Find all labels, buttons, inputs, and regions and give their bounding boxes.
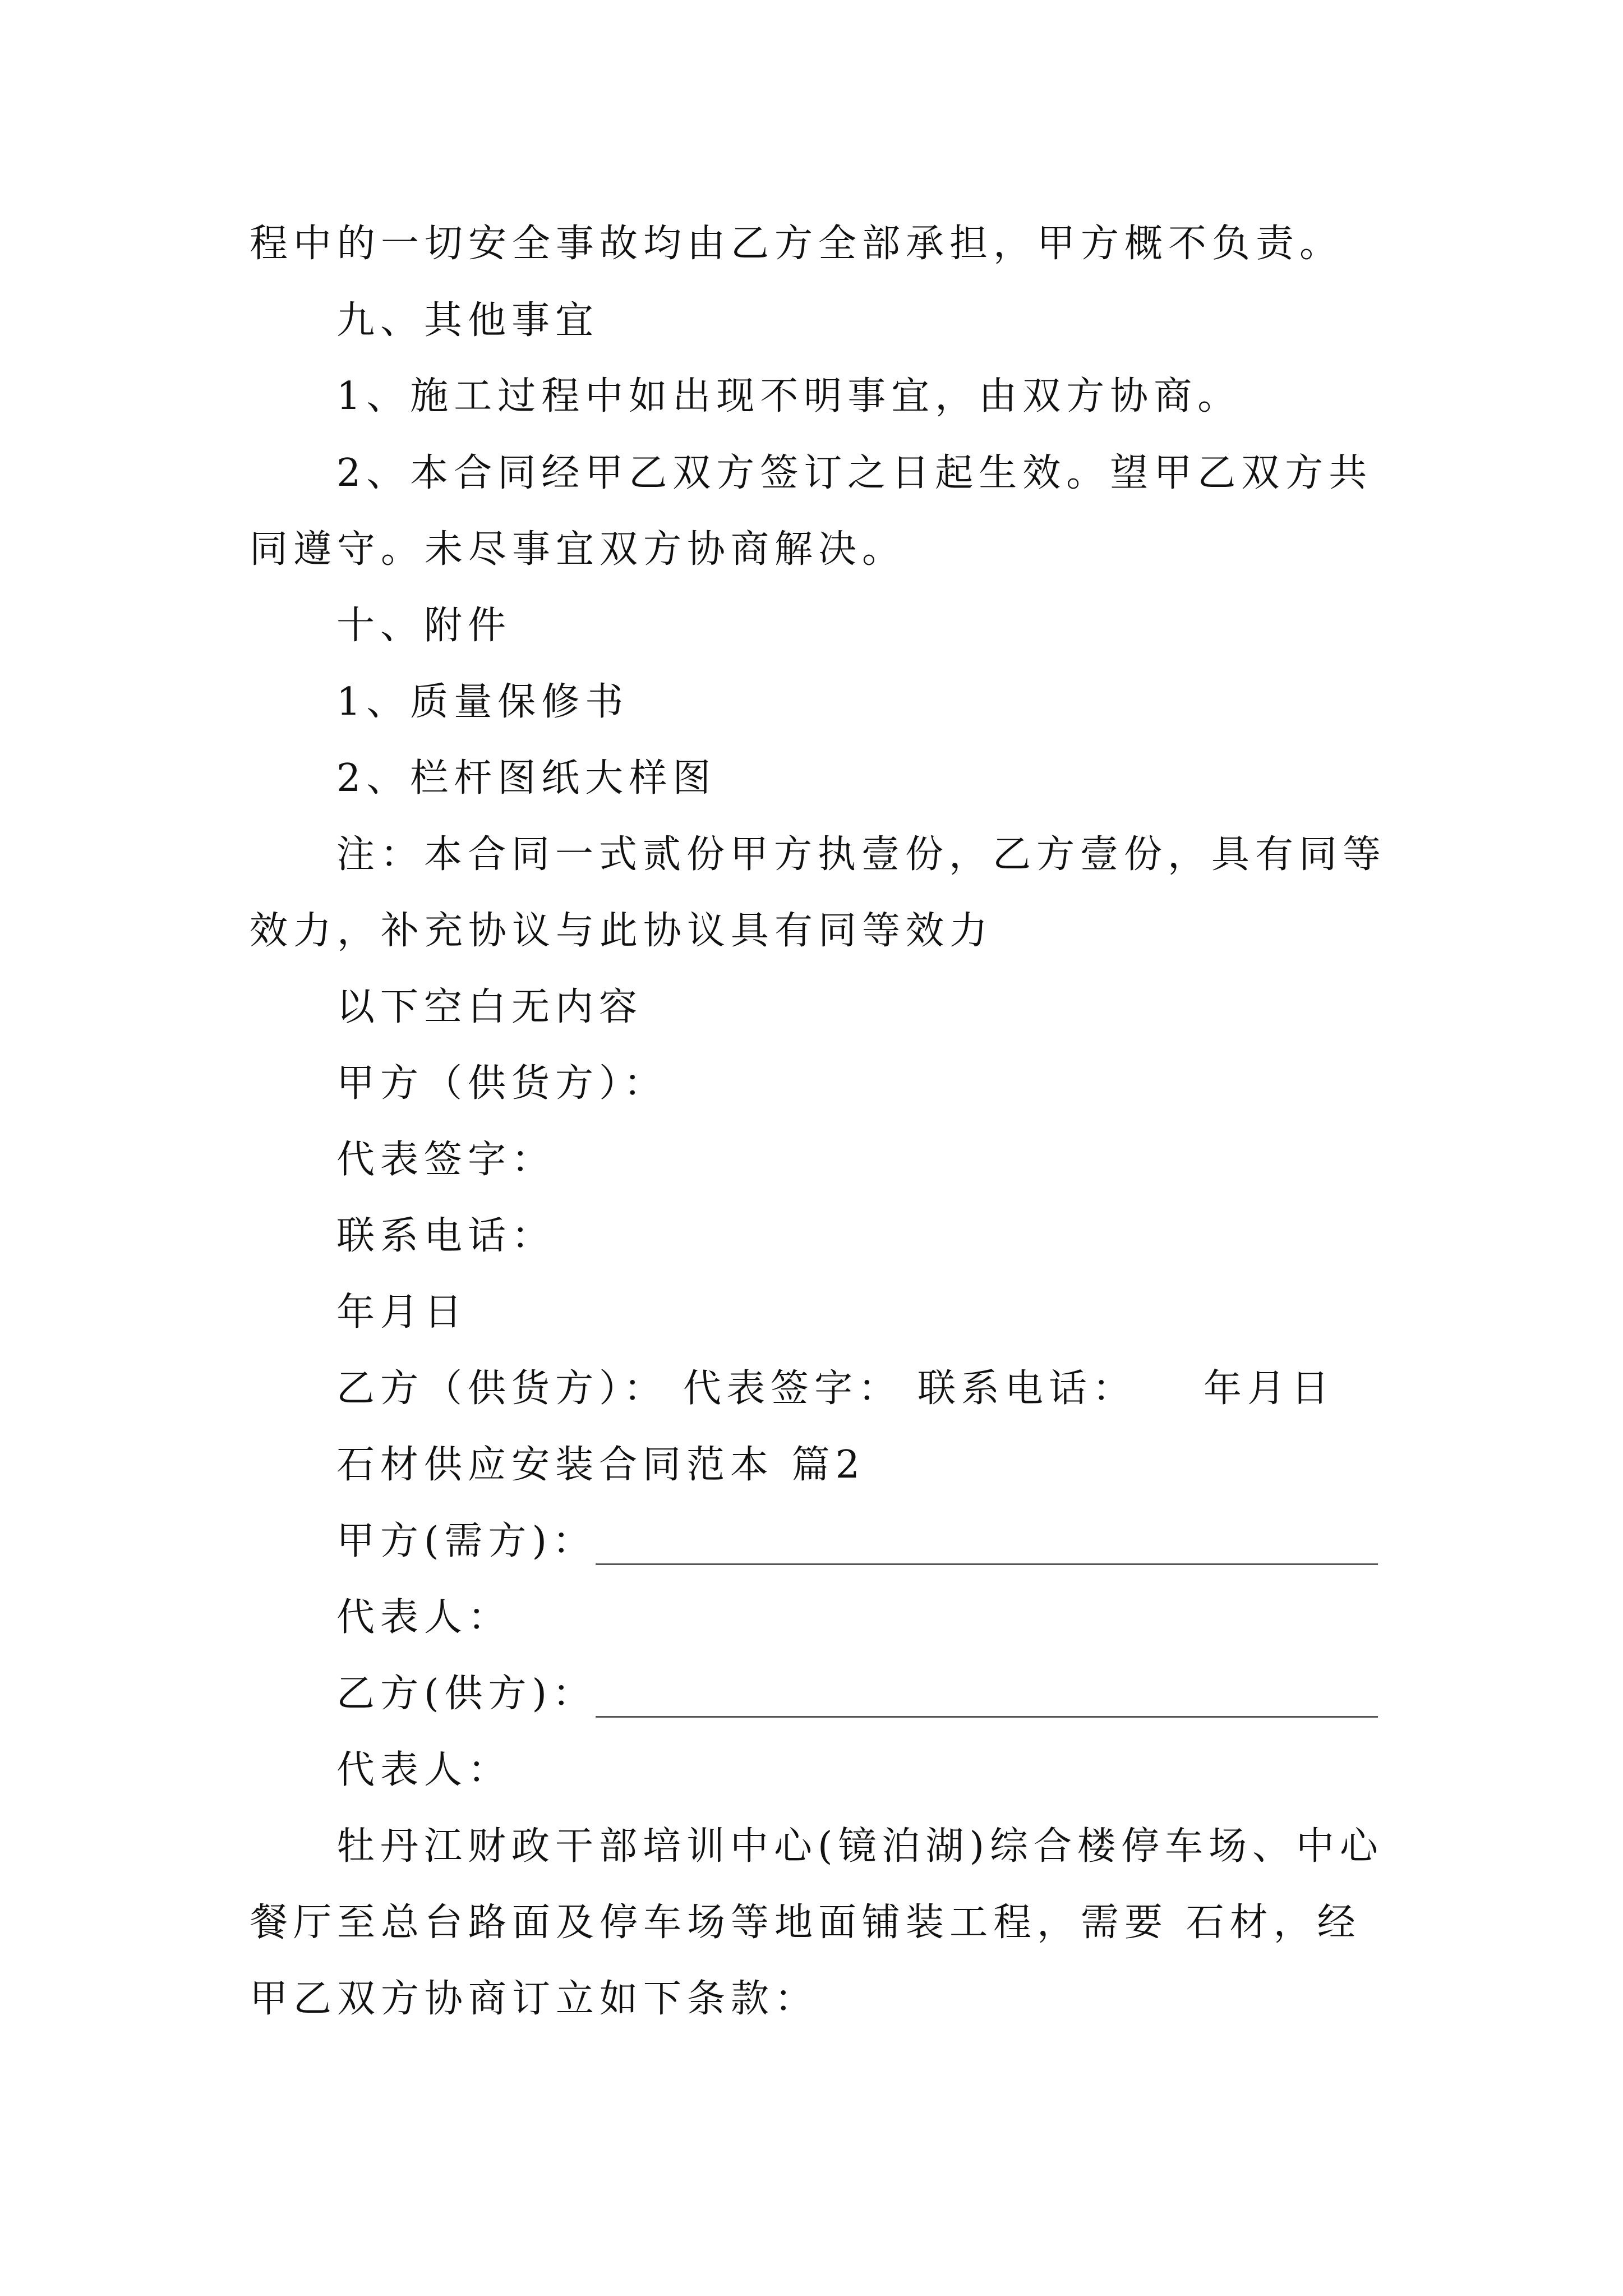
body-paragraph-line-1: 牡丹江财政干部培训中心(镜泊湖)综合楼停车场、中心	[336, 1824, 1384, 1869]
party-b-supplier-label-2: 乙方(供方)：	[336, 1672, 597, 1716]
attachment-1: 1、质量保修书	[336, 680, 629, 724]
section-heading-9: 九、其他事宜	[336, 298, 600, 343]
party-a-representative-label: 代表人：	[336, 1595, 512, 1640]
blank-content-note: 以下空白无内容	[336, 985, 643, 1029]
party-b-signature-row	[336, 1364, 1335, 1414]
party-a-buyer-label: 甲方(需方)：	[336, 1519, 597, 1563]
section-heading-10: 十、附件	[336, 604, 512, 648]
party-a-blank-line	[596, 1563, 1378, 1565]
party-b-phone-label: 联系电话：	[917, 1366, 1137, 1411]
party-b-date-label: 年月日	[1204, 1366, 1335, 1411]
paragraph-line-continuation: 程中的一切安全事故均由乙方全部承担，甲方概不负责。	[250, 222, 1344, 266]
clause-9-2-line-2: 同遵守。未尽事宜双方协商解决。	[250, 527, 906, 572]
contact-phone-label: 联系电话：	[336, 1214, 556, 1258]
body-paragraph-line-2: 餐厅至总台路面及停车场等地面铺装工程，需要 石材，经	[250, 1901, 1361, 1945]
party-b-representative-label: 代表人：	[336, 1748, 512, 1792]
party-b-sign-label: 代表签字：	[683, 1366, 902, 1411]
attachment-2: 2、栏杆图纸大样图	[336, 756, 717, 800]
contract-title-part-2: 石材供应安装合同范本 篇2	[336, 1443, 865, 1487]
clause-9-2-line-1: 2、本合同经甲乙双方签订之日起生效。望甲乙双方共	[336, 451, 1373, 495]
body-paragraph-line-3: 甲乙双方协商订立如下条款：	[250, 1977, 819, 2021]
party-a-supplier-label: 甲方（供货方）：	[336, 1061, 668, 1106]
note-line-2: 效力，补充协议与此协议具有同等效力	[250, 909, 994, 953]
clause-9-1: 1、施工过程中如出现不明事宜，由双方协商。	[336, 374, 1242, 418]
representative-signature-label: 代表签字：	[336, 1138, 556, 1182]
note-line-1: 注：本合同一式贰份甲方执壹份，乙方壹份，具有同等	[336, 832, 1387, 877]
date-label: 年月日	[336, 1290, 468, 1335]
party-b-supplier-label: 乙方（供货方）：	[336, 1366, 668, 1411]
party-b-blank-line	[596, 1716, 1378, 1718]
